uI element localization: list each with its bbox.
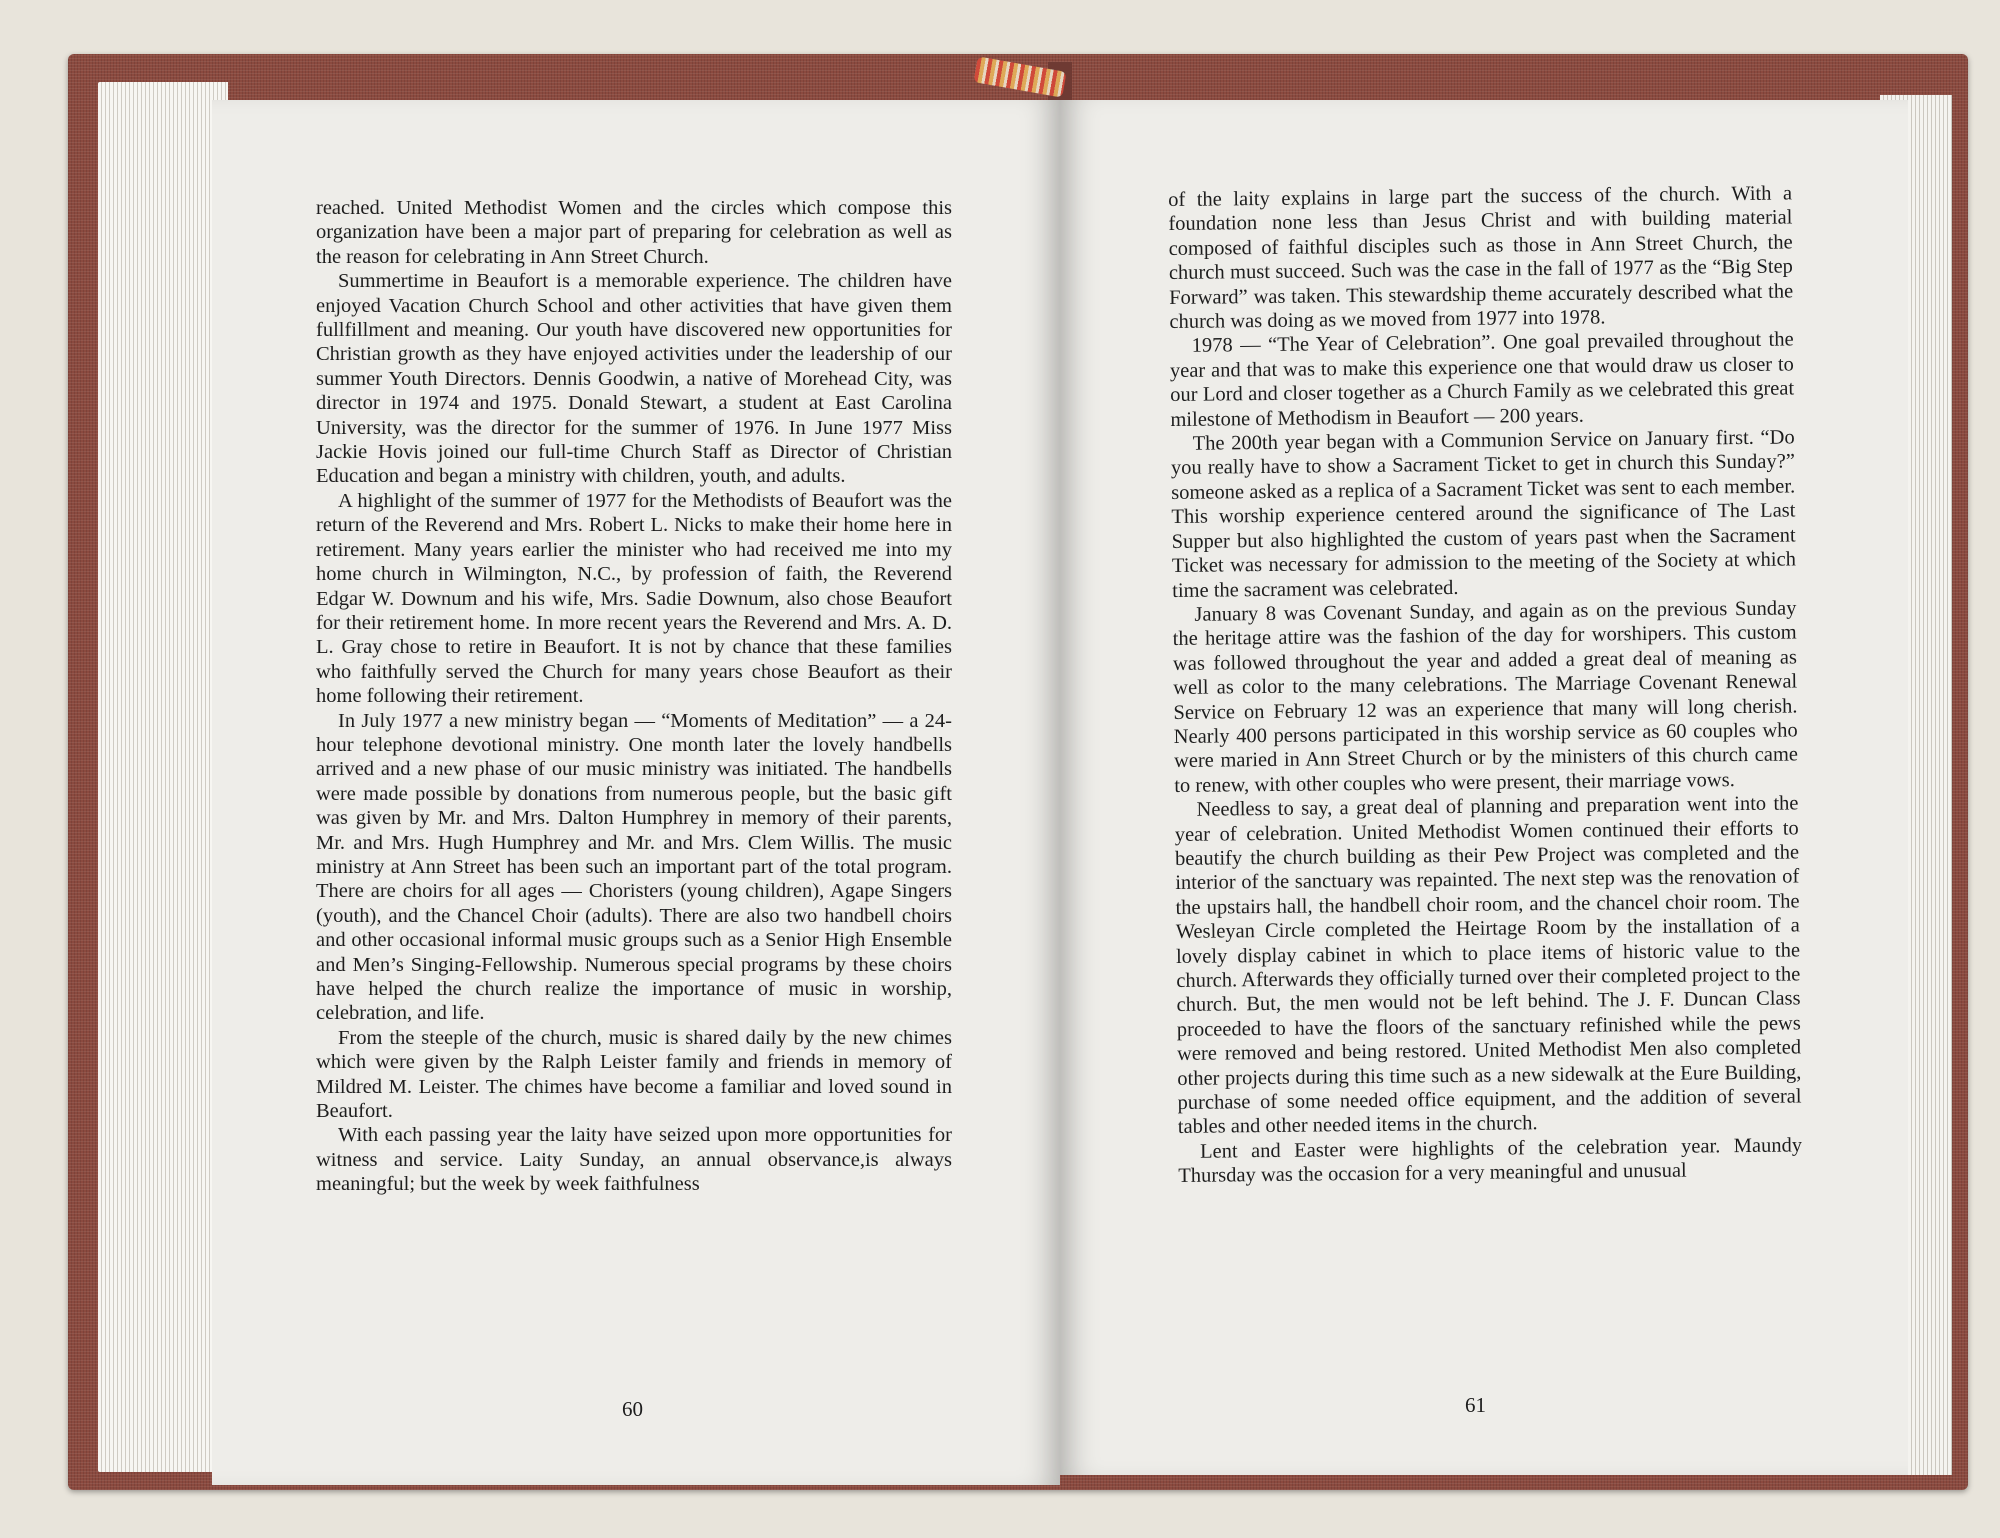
page-number: 60 bbox=[622, 1397, 643, 1421]
paragraph: In July 1977 a new ministry began — “Moments of Meditation” — a 24-hour telephone devotional ministry. One month later the lovely handbells arrived and a new phase of our music ministry was initiated. The handbells were made possible by donations from numerous people, but the basic gift was given by Mr. and Mrs. Dalton Humphrey in memory of their parents, Mr. and Mrs. Hugh Humphrey and Mr. and Mrs. Clem Willis. The music ministry at Ann Street has been such an important part of the total program. There are choirs for all ages — Choristers (young children), Agape Singers (youth), and the Chancel Choir (adults). There are also two handbell choirs and other occasional informal music groups such as a Senior High Ensemble and Men’s Singing-Fellowship. Numerous special programs by these choirs have helped the church realize the importance of music in worship, celebration, and life. bbox=[316, 709, 952, 1025]
paragraph: of the laity explains in large part the success of the church. With a foundation none less than Jesus Christ and with building material composed of faithful disciples such as those in Ann Street Church, the church must succeed. Such was the case in the fall of 1977 as the “Big Step Forward” was taken. This stewardship theme accurately described what the church was doing as we moved from 1977 into 1978. bbox=[1168, 182, 1794, 334]
left-page-text bbox=[316, 196, 952, 1197]
paragraph: January 8 was Covenant Sunday, and again as on the previous Sunday the heritage attire was the fashion of the day for worshipers. This custom was followed throughout the year and added a great deal of meaning as well as color to the many celebrations. The Marriage Covenant Renewal Service on February 12 was an experience that many will long cherish. Nearly 400 persons participated in this worship service as 60 couples who were maried in Ann Street Church or by the ministers of this church came to renew, with other couples who were present, their marriage vows. bbox=[1172, 597, 1799, 797]
paragraph: 1978 — “The Year of Celebration”. One goal prevailed throughout the year and that was to make this experience one that would draw us closer to our Lord and closer together as a Church Family as we celebrated this great milestone of Methodism in Beaufort — 200 years. bbox=[1169, 328, 1795, 431]
paragraph: With each passing year the laity have seized upon more opportunities for witness and service. Laity Sunday, an annual observance,is always meaningful; but the week by week faithfulness bbox=[316, 1124, 952, 1196]
paragraph: From the steeple of the church, music is shared daily by the new chimes which were given by the Ralph Leister family and friends in memory of Mildred M. Leister. The chimes have become a familiar and loved sound in Beaufort. bbox=[316, 1026, 952, 1123]
right-page-text bbox=[1168, 181, 1802, 1188]
left-page bbox=[212, 100, 1060, 1485]
page-number: 61 bbox=[1465, 1393, 1486, 1417]
paragraph: The 200th year began with a Communion Service on January first. “Do you really have to show a Sacrament Ticket to get in church this Sunday?” someone asked as a replica of a Sacrament Ticket was sent to each member. This worship experience centered around the significance of The Last Supper but also highlighted the custom of years past when the Sacrament Ticket was necessary for admission to the meeting of the Society at which time the sacrament was celebrated. bbox=[1170, 426, 1797, 602]
paragraph: Summertime in Beaufort is a memorable experience. The children have enjoyed Vacation Church School and other activities that have given them fullfillment and meaning. Our youth have discovered new opportunities for Christian growth as they have enjoyed activities under the leadership of our summer Youth Directors. Dennis Goodwin, a native of Morehead City, was director in 1974 and 1975. Donald Stewart, a student at East Carolina University, was the director for the summer of 1976. In June 1977 Miss Jackie Hovis joined our full-time Church Staff as Director of Christian Education and began a ministry with children, youth, and adults. bbox=[316, 270, 952, 488]
left-page-edges bbox=[98, 82, 228, 1472]
paragraph: reached. United Methodist Women and the circles which compose this organization have been a major part of preparing for celebration as well as the reason for celebrating in Ann Street Church. bbox=[316, 197, 952, 268]
paragraph: A highlight of the summer of 1977 for the Methodists of Beaufort was the return of the Reverend and Mrs. Robert L. Nicks to make their home here in retirement. Many years earlier the minister who had received me into my home church in Wilmington, N.C., by profession of faith, the Reverend Edgar W. Downum and his wife, Mrs. Sadie Downum, also chose Beaufort for their retirement home. In more recent years the Reverend and Mrs. A. D. L. Gray chose to retire in Beaufort. It is not by chance that these families who faithfully served the Church for many years chose Beaufort as their home following their retirement. bbox=[316, 489, 952, 708]
paragraph: Needless to say, a great deal of planning and preparation went into the year of celebration. United Methodist Women continued their efforts to beautify the church building as their Pew Project was completed and the interior of the sanctuary was repainted. The next step was the renovation of the upstairs hall, the handbell choir room, and the chancel choir room. The Wesleyan Circle completed the Heirtage Room by the installation of a lovely display cabinet in which to place items of historic value to the church. Afterwards they officially turned over their completed project to the church. But, the men would not be left behind. The J. F. Duncan Class proceeded to have the floors of the sanctuary refinished while the pews were removed and being restored. United Methodist Men also completed other projects during this time such as a new sidewalk at the Eure Building, purchase of some needed office equipment, and the addition of several tables and other needed items in the church. bbox=[1174, 792, 1802, 1139]
right-page bbox=[1060, 100, 1908, 1475]
paragraph: Lent and Easter were highlights of the celebration year. Maundy Thursday was the occasion for a very meaningful and unusual bbox=[1178, 1134, 1803, 1188]
